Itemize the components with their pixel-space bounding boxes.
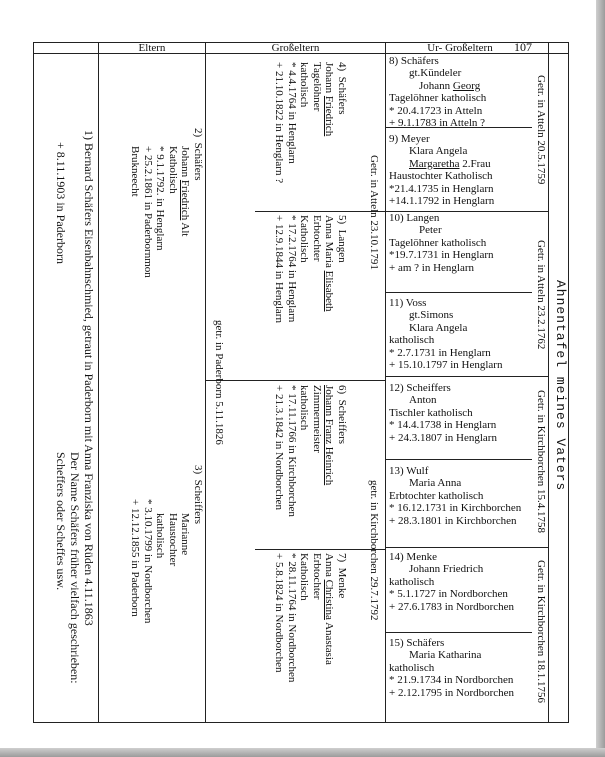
great-grandparent-13: 13) Wulf Maria Anna Erbtochter katholisch * 16.12.1731 in Kirchborchen + 28.3.1801 in Kirchborchen [389,465,522,527]
father-number: 2) [192,128,204,138]
great-grandparent-9: 9) Meyer Klara Angela Margaretha 2.Frau Haustochter Katholisch *21.4.1735 in Henglarn +14.1.1792 in Henglarn [389,133,495,208]
header-grandparents: Großeltern [271,42,320,54]
father-entry: 2) Schäfers Johann Friedrich Alt Katholisch * 9.1.1792. in Henglarn + 25.2.1861 in Paderbornmon Brukneecht [129,128,204,278]
grandparents-mid-divider [205,380,385,381]
header-great-grandparents: Ur- Großeltern [427,42,493,54]
gg-divider-10-11 [385,292,532,293]
parents-marriage: getr. in Paderborn 5.11.1826 [213,320,225,445]
mother-occupation: Haustochter [167,513,179,567]
page-number: 107 [514,40,532,54]
right-border [568,42,569,723]
great-grandparent-12: 12) Scheiffers Anton Tischler katholisch * 14.4.1738 in Henglarn + 24.3.1807 in Henglarn [389,382,497,444]
grandparent-5: 5) Langen Anna Maria Elisabeth Erbtochter Katholisch * 17.2.1764 in Henglarn + 12.9.1844 in Henglarn [273,215,348,323]
subject-line1: 1) Bernard Schäfers Eisenbahnschmied, getraut in Paderborn mit Anna Franziska von Rüden 4.11.1863 [82,130,96,626]
gg-marriage-8-9: Getr. in Atteln 20.5.1759 [535,75,547,185]
left-border [33,42,34,723]
father-religion: Katholisch [167,146,179,194]
bottom-border [33,722,569,723]
gg-marriage-10-11: Getr. in Atteln 23.2.1762 [535,240,547,350]
grandparent-4: 4) Schäfers Johann Friedrich Tagelöhner katholisch * 4.4.1764 in Henglarn + 21.10.1822 in Henglarn ? [273,62,348,184]
gg-divider-13-14 [385,547,548,548]
page-shadow-bottom [0,748,605,757]
mother-number: 3) [192,465,204,475]
mother-given: Marianne [179,513,192,556]
subject-note1: Der Name Schäfers früher vielfach geschrieben: [68,452,82,684]
col-divider-3 [385,42,386,723]
grandparents-divider-b [255,549,385,550]
mother-born: * 3.10.1799 in Nordborchen [142,499,154,624]
page-shadow-right [596,0,605,757]
grandparents-marriage-1: Getr. in Atteln 23.10.1791 [368,155,380,270]
mother-entry [129,465,204,623]
col-divider-1 [98,42,99,723]
subject-note2: Scheffers oder Scheffes usw. [54,452,68,591]
great-grandparent-15: 15) Schäfers Maria Katharina katholisch * 21.9.1734 in Nordborchen + 2.12.1795 in Nordborchen [389,637,515,699]
grandparents-marriage-2: getr. in Kirchborchen 29.7.1792 [368,480,380,621]
father-surname: Schäfers [192,142,204,181]
mother-religion: katholisch [154,513,167,559]
great-grandparent-8: 8) Schäfers gt.Kündeler Johann Georg Tagelöhner katholisch * 20.4.1723 in Atteln + 9.1.1783 in Atteln ? [389,55,487,130]
gg-divider-14-15 [385,632,532,633]
mother-died: + 12.12.1855 in Paderborn [129,499,142,617]
subject-died: + 8.11.1903 in Paderborn [54,142,68,264]
gg-divider-12-13 [385,459,532,460]
great-grandparent-10: 10) Langen Peter Tagelöhner katholisch *19.7.1731 in Henglarn + am ? in Henglarn [389,212,494,274]
gg-divider-11-12 [385,376,548,377]
page-title: Ahnentafel meines Vaters [553,280,568,492]
father-born: * 9.1.1792. in Henglarn [154,146,167,251]
grandparents-divider-a [255,211,385,212]
gg-marriage-14-15: Getr. in Kirchborchen 18.1.1756 [535,560,547,703]
gg-marriage-12-13: Getr. in Kirchborchen 15.4.1758 [535,390,547,533]
mother-surname: Scheiffers [192,479,204,525]
col-divider-2 [205,42,206,723]
header-parents: Eltern [138,42,166,54]
grandparent-6: 6) Scheiffers Johann Franz Heinrich Zimmermeister katholisch * 17.11.1766 in Kirchborchen + 21.3.1842 in Nordborchen [273,385,348,517]
father-occupation: Brukneecht [129,146,142,197]
great-grandparent-11: 11) Voss gt.Simons Klara Angela katholisch * 2.7.1731 in Henglarn + 15.10.1797 in Henglarn [389,297,503,372]
grandparent-7: 7) Menke Anna Christina Anastasia Erbtochter Katholisch * 28.11.1764 in Nordborchen + 5.8.1824 in Nordborchen [273,553,348,683]
great-grandparent-14: 14) Menke Johann Friedrich katholisch * 5.1.1727 in Nordborchen + 27.6.1783 in Nordborchen [389,551,515,613]
father-died: + 25.2.1861 in Paderbornmon [142,146,154,278]
col-divider-4 [548,42,549,723]
subject-entry [54,130,96,684]
